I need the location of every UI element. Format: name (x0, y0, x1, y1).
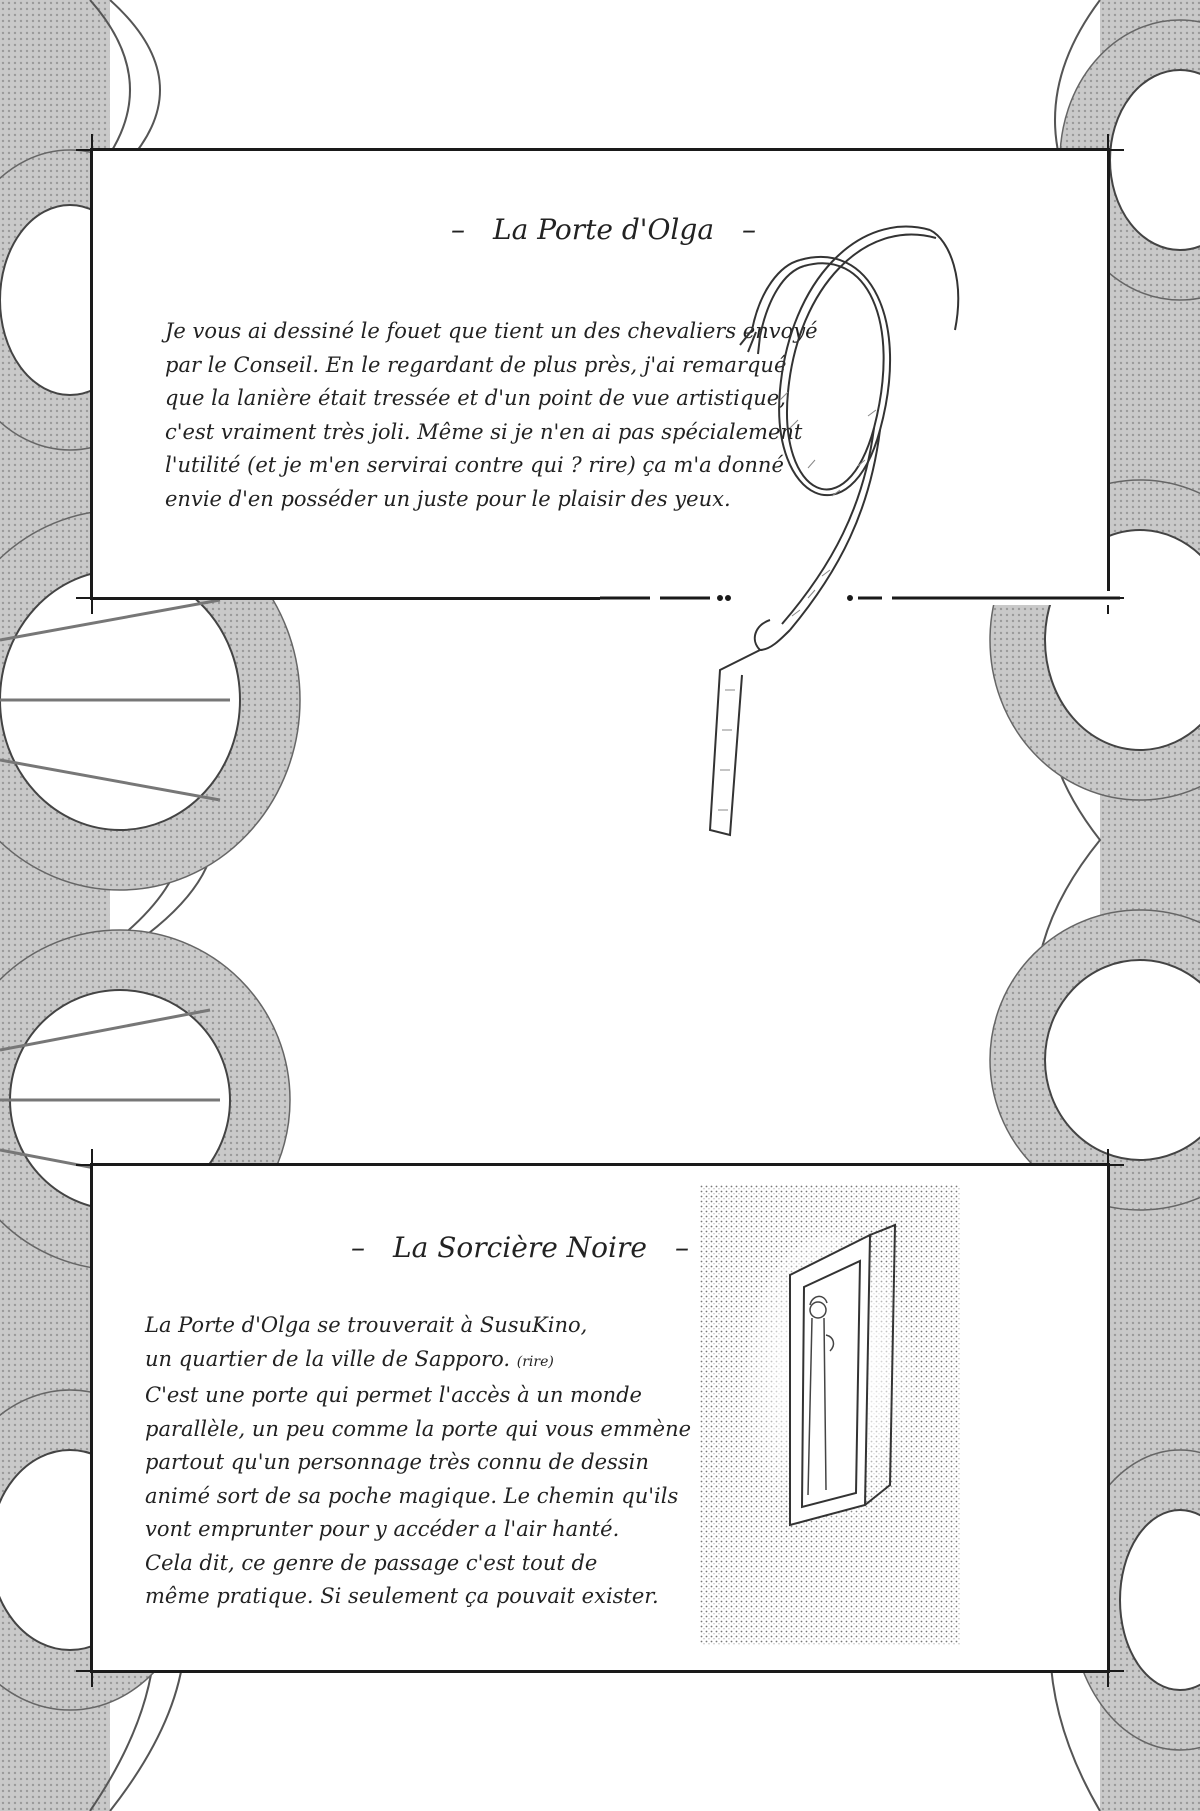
section-title: – La Porte d'Olga – (451, 213, 757, 246)
text-line: animé sort de sa poche magique. Le chemin qu'ils (145, 1483, 679, 1508)
text-line: partout qu'un personnage très connu de dessin (145, 1450, 649, 1474)
text-line: Je vous ai dessiné le fouet que tient un des chevaliers envoyé (165, 319, 818, 343)
text-line: c'est vraiment très joli. Même si je n'en ai pas spécialement (165, 419, 803, 444)
text-line: un quartier de la ville de Sapporo. (rire) (145, 1346, 554, 1371)
section-body (145, 1309, 691, 1614)
text-line: l'utilité (et je m'en servirai contre qui ? rire) ça m'a donné (165, 453, 784, 477)
whip-illustration (680, 170, 970, 850)
section-title: – La Sorcière Noire – (351, 1231, 689, 1264)
rire-aside: (rire) (516, 1353, 554, 1370)
text-line: parallèle, un peu comme la porte qui vous emmène (145, 1416, 692, 1441)
section-title-text: La Sorcière Noire (393, 1231, 647, 1264)
door-illustration (700, 1185, 960, 1645)
text-line: envie d'en posséder un juste pour le plaisir des yeux. (165, 486, 731, 511)
text-line: C'est une porte qui permet l'accès à un monde (145, 1383, 642, 1407)
text-line: même pratique. Si seulement ça pouvait exister. (145, 1584, 659, 1608)
text-line: que la lanière était tressée et d'un point de vue artistique, (165, 386, 786, 410)
text-line: Cela dit, ce genre de passage c'est tout de (145, 1550, 598, 1575)
text-line: La Porte d'Olga se trouverait à SusuKino, (145, 1313, 588, 1337)
section-title-text: La Porte d'Olga (493, 213, 715, 246)
text-line: par le Conseil. En le regardant de plus près, j'ai remarqué (165, 352, 787, 377)
text-line: vont emprunter pour y accéder a l'air hanté. (145, 1517, 620, 1541)
